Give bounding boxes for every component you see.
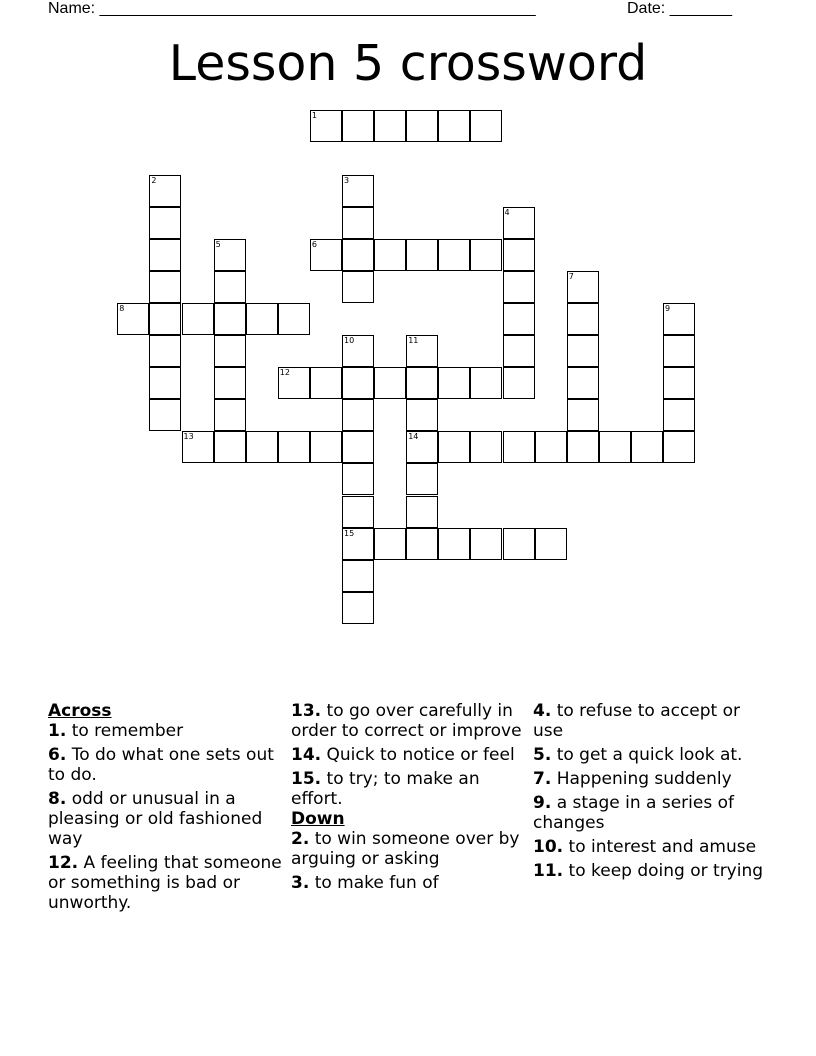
- crossword-cell[interactable]: [535, 431, 567, 463]
- clue-number-label: 8: [119, 303, 125, 313]
- clue-down-7: [533, 769, 773, 789]
- crossword-cell[interactable]: [438, 110, 470, 142]
- clue-number-label: 5: [215, 239, 221, 249]
- crossword-cell[interactable]: [342, 592, 374, 624]
- clue-number: 15.: [291, 769, 322, 789]
- clue-number: 8.: [48, 789, 67, 809]
- clue-number-label: 1: [311, 111, 317, 121]
- clue-text: to win someone over by arguing or asking: [291, 829, 520, 869]
- crossword-cell[interactable]: [342, 271, 374, 303]
- crossword-cell[interactable]: [342, 367, 374, 399]
- down-heading: Down: [291, 809, 345, 829]
- crossword-cell[interactable]: [567, 367, 599, 399]
- crossword-cell[interactable]: [406, 239, 438, 271]
- crossword-cell[interactable]: [342, 496, 374, 528]
- crossword-cell[interactable]: [214, 399, 246, 431]
- crossword-cell[interactable]: [470, 431, 502, 463]
- name-line[interactable]: Name: _________________________________________________: [48, 0, 536, 17]
- clue-number: 10.: [533, 837, 564, 857]
- clues-column-2: [291, 701, 531, 897]
- crossword-cell[interactable]: [470, 239, 502, 271]
- crossword-cell-5[interactable]: [214, 239, 246, 271]
- crossword-cell-12[interactable]: [278, 367, 310, 399]
- clue-across-12: [48, 853, 288, 913]
- clue-text: odd or unusual in a pleasing or old fashioned way: [48, 789, 263, 849]
- clue-number: 11.: [533, 861, 564, 881]
- crossword-cell[interactable]: [567, 431, 599, 463]
- clue-text: to make fun of: [309, 873, 439, 893]
- clue-across-8: [48, 789, 288, 849]
- crossword-cell[interactable]: [503, 271, 535, 303]
- clue-down-9: [533, 793, 773, 833]
- crossword-cell[interactable]: [406, 110, 438, 142]
- clue-number: 14.: [291, 745, 322, 765]
- crossword-cell-11[interactable]: [406, 335, 438, 367]
- crossword-cell[interactable]: [342, 207, 374, 239]
- clue-number: 3.: [291, 873, 310, 893]
- crossword-cell[interactable]: [503, 335, 535, 367]
- clue-across-15: [291, 769, 531, 809]
- page-title: Lesson 5 crossword: [168, 35, 648, 92]
- crossword-cell[interactable]: [214, 431, 246, 463]
- clue-number-label: 9: [665, 303, 671, 313]
- clues-column-3: [533, 701, 773, 885]
- crossword-cell-8[interactable]: [117, 303, 149, 335]
- crossword-cell[interactable]: [149, 367, 181, 399]
- crossword-cell-6[interactable]: [310, 239, 342, 271]
- crossword-cell[interactable]: [503, 303, 535, 335]
- crossword-cell[interactable]: [438, 528, 470, 560]
- crossword-cell[interactable]: [310, 431, 342, 463]
- clues-column-1: [48, 701, 288, 917]
- clue-text: to get a quick look at.: [551, 745, 743, 765]
- crossword-cell[interactable]: [374, 367, 406, 399]
- clue-down-11: [533, 861, 773, 881]
- crossword-cell[interactable]: [406, 399, 438, 431]
- clue-text: to keep doing or trying: [563, 861, 764, 881]
- clue-text: To do what one sets out to do.: [48, 745, 274, 785]
- crossword-cell[interactable]: [470, 110, 502, 142]
- clue-number: 13.: [291, 701, 322, 721]
- crossword-cell[interactable]: [342, 110, 374, 142]
- crossword-cell[interactable]: [278, 431, 310, 463]
- crossword-cell-7[interactable]: [567, 271, 599, 303]
- crossword-cell[interactable]: [406, 528, 438, 560]
- crossword-cell[interactable]: [406, 496, 438, 528]
- clue-text: A feeling that someone or something is bad or unworthy.: [48, 853, 282, 913]
- clue-number: 9.: [533, 793, 552, 813]
- crossword-cell[interactable]: [342, 560, 374, 592]
- crossword-cell[interactable]: [663, 367, 695, 399]
- clue-number: 12.: [48, 853, 79, 873]
- crossword-cell[interactable]: [149, 399, 181, 431]
- clue-across-14: [291, 745, 531, 765]
- clue-number: 1.: [48, 721, 67, 741]
- crossword-cell[interactable]: [663, 431, 695, 463]
- crossword-cell[interactable]: [374, 528, 406, 560]
- crossword-cell-15[interactable]: [342, 528, 374, 560]
- clue-number: 2.: [291, 829, 310, 849]
- crossword-cell[interactable]: [567, 303, 599, 335]
- crossword-cell-1[interactable]: [310, 110, 342, 142]
- crossword-cell[interactable]: [149, 207, 181, 239]
- crossword-cell[interactable]: [310, 367, 342, 399]
- crossword-cell[interactable]: [342, 463, 374, 495]
- crossword-cell[interactable]: [406, 367, 438, 399]
- clue-number-label: 10: [344, 336, 355, 345]
- crossword-cell[interactable]: [599, 431, 631, 463]
- crossword-cell[interactable]: [342, 431, 374, 463]
- clue-number: 5.: [533, 745, 552, 765]
- crossword-cell[interactable]: [278, 303, 310, 335]
- crossword-cell[interactable]: [214, 335, 246, 367]
- crossword-cell[interactable]: [342, 239, 374, 271]
- crossword-cell[interactable]: [214, 303, 246, 335]
- clue-across-6: [48, 745, 288, 785]
- crossword-cell[interactable]: [503, 431, 535, 463]
- crossword-cell-4[interactable]: [503, 207, 535, 239]
- crossword-cell[interactable]: [374, 239, 406, 271]
- clue-down-3: [291, 873, 531, 893]
- crossword-cell-13[interactable]: [182, 431, 214, 463]
- clue-number-label: 15: [344, 528, 355, 538]
- crossword-cell[interactable]: [438, 367, 470, 399]
- crossword-cell[interactable]: [406, 463, 438, 495]
- crossword-cell[interactable]: [503, 239, 535, 271]
- clue-number-label: 14: [408, 432, 419, 442]
- across-heading: Across: [48, 701, 112, 721]
- crossword-cell[interactable]: [214, 271, 246, 303]
- clue-number: 4.: [533, 701, 552, 721]
- crossword-cell[interactable]: [503, 367, 535, 399]
- clue-number-label: 12: [279, 368, 290, 378]
- clue-text: to interest and amuse: [563, 837, 757, 857]
- crossword-cell[interactable]: [470, 528, 502, 560]
- crossword-cell[interactable]: [149, 303, 181, 335]
- crossword-cell[interactable]: [182, 303, 214, 335]
- crossword-cell[interactable]: [567, 399, 599, 431]
- crossword-cell[interactable]: [663, 399, 695, 431]
- crossword-cell[interactable]: [246, 431, 278, 463]
- crossword-cell[interactable]: [567, 335, 599, 367]
- clue-text: to remember: [66, 721, 184, 741]
- clue-text: to go over carefully in order to correct or improve: [291, 701, 522, 741]
- clue-down-2: [291, 829, 531, 869]
- crossword-cell[interactable]: [149, 239, 181, 271]
- crossword-cell[interactable]: [342, 399, 374, 431]
- clue-across-1: [48, 721, 288, 741]
- clue-number-label: 4: [504, 207, 510, 217]
- crossword-cell[interactable]: [149, 271, 181, 303]
- crossword-cell[interactable]: [503, 528, 535, 560]
- clue-number-label: 11: [408, 336, 419, 345]
- crossword-cell[interactable]: [149, 335, 181, 367]
- crossword-cell[interactable]: [470, 367, 502, 399]
- clue-text: a stage in a series of changes: [533, 793, 734, 833]
- clue-down-4: [533, 701, 773, 741]
- clue-number-label: 3: [344, 175, 350, 185]
- crossword-cell[interactable]: [663, 335, 695, 367]
- crossword-cell[interactable]: [214, 367, 246, 399]
- clue-number: 7.: [533, 769, 552, 789]
- clue-number-label: 6: [311, 239, 317, 249]
- clue-number-label: 13: [183, 432, 194, 442]
- crossword-cell-10[interactable]: [342, 335, 374, 367]
- clue-text: to refuse to accept or use: [533, 701, 741, 741]
- crossword-cell[interactable]: [374, 110, 406, 142]
- date-line[interactable]: Date: _______: [627, 0, 732, 17]
- clue-number-label: 7: [568, 271, 574, 281]
- crossword-cell[interactable]: [246, 303, 278, 335]
- crossword-cell[interactable]: [631, 431, 663, 463]
- clue-down-5: [533, 745, 773, 765]
- crossword-cell[interactable]: [438, 239, 470, 271]
- clue-text: to try; to make an effort.: [291, 769, 480, 809]
- crossword-cell[interactable]: [535, 528, 567, 560]
- clue-text: Quick to notice or feel: [321, 745, 515, 765]
- crossword-cell-2[interactable]: [149, 175, 181, 207]
- clue-text: Happening suddenly: [551, 769, 732, 789]
- clue-number-label: 2: [151, 175, 157, 185]
- crossword-cell-9[interactable]: [663, 303, 695, 335]
- clue-across-13: [291, 701, 531, 741]
- crossword-cell[interactable]: [438, 431, 470, 463]
- crossword-cell-3[interactable]: [342, 175, 374, 207]
- clue-down-10: [533, 837, 773, 857]
- clue-number: 6.: [48, 745, 67, 765]
- crossword-cell-14[interactable]: [406, 431, 438, 463]
